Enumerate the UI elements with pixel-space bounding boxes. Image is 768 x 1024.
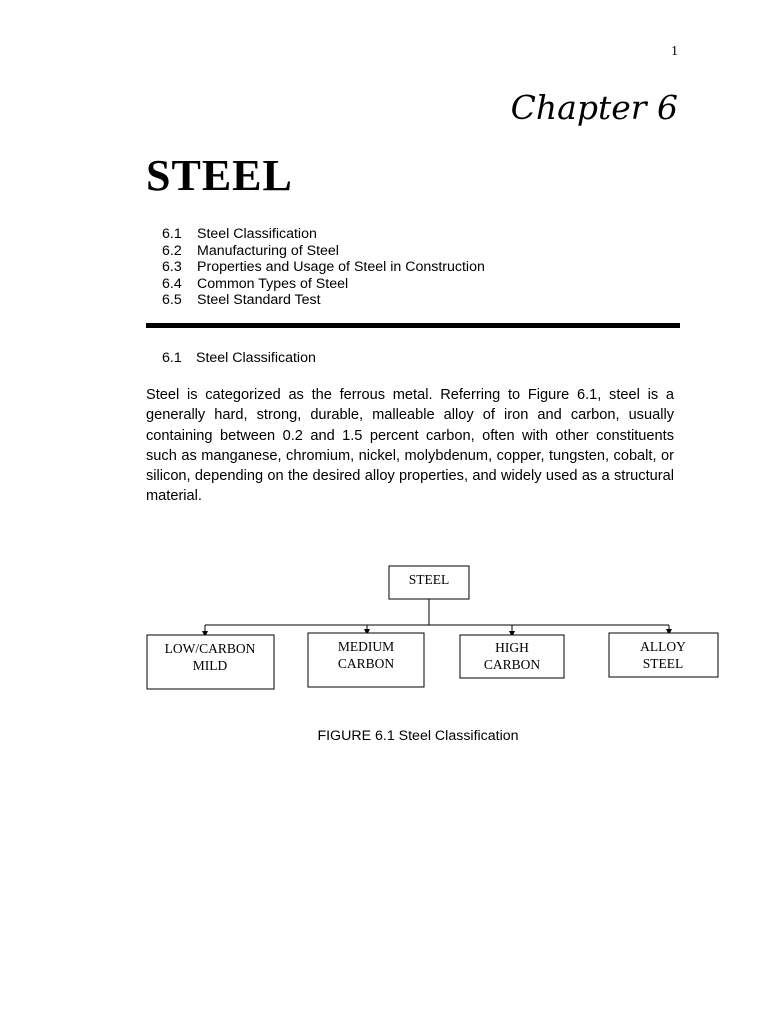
diagram-label: STEEL: [642, 656, 684, 671]
diagram-label: LOW/CARBON: [164, 641, 256, 656]
toc-number: 6.1: [162, 226, 182, 242]
chapter-title: STEEL: [146, 151, 293, 200]
toc-number: 6.4: [162, 275, 182, 292]
diagram-label: CARBON: [337, 656, 395, 671]
toc-title: Steel Classification: [197, 226, 317, 242]
page-number: 1: [671, 44, 678, 59]
diagram-label: CARBON: [483, 657, 541, 672]
diagram-label: MILD: [192, 658, 228, 673]
diagram-label: ALLOY: [640, 639, 686, 654]
section-title: Steel Classification: [196, 350, 316, 366]
toc-title: Manufacturing of Steel: [197, 242, 339, 259]
body-paragraph: Steel is categorized as the ferrous metal. Referring to Figure 6.1, steel is a generally hard, strong, durable, malleable alloy of iron and carbon, usually containing between 0.2 and 1.5 percent carbon, often with other constituents such as manganese, chromium, nickel, molybdenum, copper, tungsten, cobalt, or silicon, depending on the desired alloy properties, and widely used as a structural material.: [146, 387, 674, 505]
toc-title: Common Types of Steel: [197, 275, 349, 292]
chapter-heading: Chapter 6: [510, 88, 678, 127]
diagram-label: MEDIUM: [337, 639, 395, 654]
section-number: 6.1: [162, 350, 182, 366]
diagram-root-label: STEEL: [408, 572, 450, 587]
figure-caption: FIGURE 6.1 Steel Classification: [317, 728, 519, 744]
toc-title: Steel Standard Test: [197, 292, 321, 309]
toc-number: 6.5: [162, 292, 182, 309]
toc-number: 6.3: [162, 259, 182, 276]
diagram-label: HIGH: [495, 640, 529, 655]
toc-number: 6.2: [162, 242, 182, 259]
toc-title: Properties and Usage of Steel in Construction: [197, 259, 485, 276]
